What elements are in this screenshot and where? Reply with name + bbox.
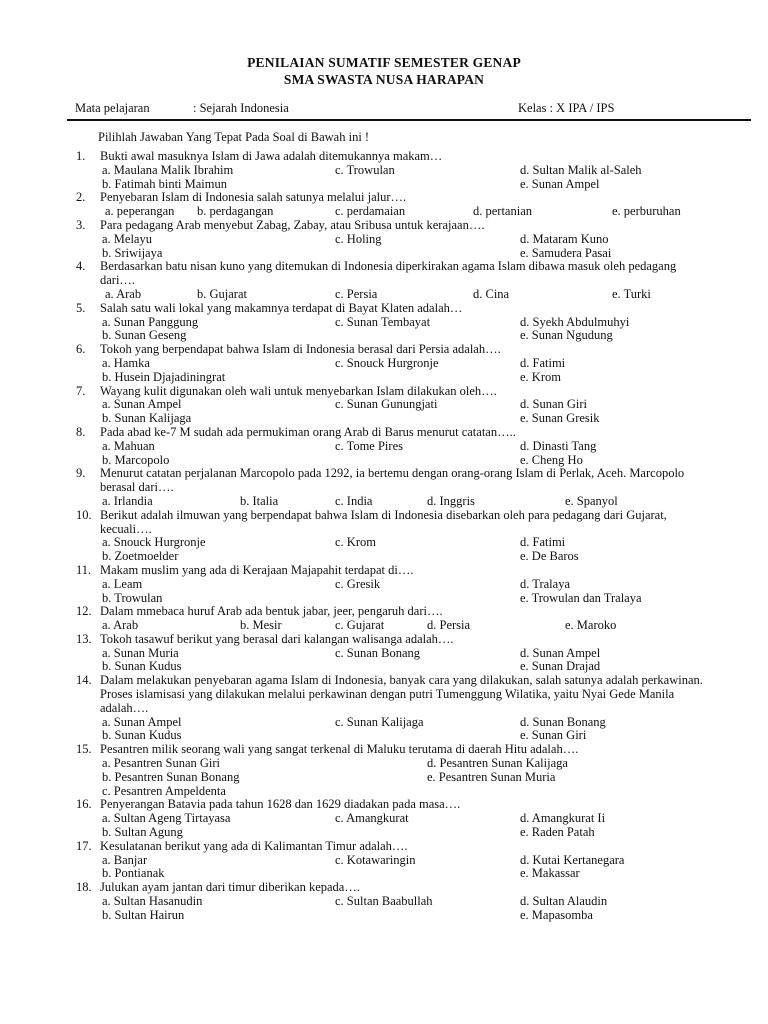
question-text <box>0 674 768 715</box>
answer-option: e. perburuhan <box>612 204 681 219</box>
answer-option: d. Sultan Malik al-Saleh <box>520 162 642 177</box>
option-row <box>0 247 768 261</box>
question-text <box>0 743 768 757</box>
answer-option: c. Kotawaringin <box>335 852 416 867</box>
answer-option: e. Raden Patah <box>520 825 595 840</box>
answer-option: b. Trowulan <box>102 590 163 605</box>
question-item <box>0 191 768 219</box>
answer-option: a. Hamka <box>102 355 150 370</box>
question-text <box>0 633 768 647</box>
answer-option: e. Trowulan dan Tralaya <box>520 590 642 605</box>
answer-option: d. Syekh Abdulmuhyi <box>520 314 630 329</box>
question-body: Tokoh yang berpendapat bahwa Islam di Indonesia berasal dari Persia adalah…. <box>100 342 501 357</box>
question-number: 11. <box>76 562 92 577</box>
question-item <box>0 605 768 633</box>
option-row <box>0 909 768 923</box>
question-text <box>0 798 768 812</box>
question-number: 8. <box>76 424 86 439</box>
answer-option: e. Makassar <box>520 866 580 881</box>
answer-option: a. Snouck Hurgronje <box>102 535 206 550</box>
question-text <box>0 385 768 399</box>
header-divider <box>67 119 751 121</box>
option-row <box>0 398 768 412</box>
answer-option: c. perdamaian <box>335 204 406 219</box>
question-body: Wayang kulit digunakan oleh wali untuk menyebarkan Islam dilakukan oleh…. <box>100 383 497 398</box>
question-text <box>0 302 768 316</box>
option-row <box>0 812 768 826</box>
option-row <box>0 412 768 426</box>
answer-option: c. Sunan Tembayat <box>335 314 431 329</box>
answer-option: d. Cina <box>473 286 510 301</box>
answer-option: d. Sunan Giri <box>520 397 588 412</box>
answer-option: e. Sunan Gresik <box>520 411 600 426</box>
answer-option: b. Gujarat <box>197 286 247 301</box>
question-body: Julukan ayam jantan dari timur diberikan kepada…. <box>100 880 360 895</box>
question-number: 10. <box>76 507 92 522</box>
question-text <box>0 840 768 854</box>
answer-option: d. Kutai Kertanegara <box>520 852 625 867</box>
question-item <box>0 426 768 467</box>
answer-option: c. Sultan Baabullah <box>335 894 433 909</box>
option-row <box>0 550 768 564</box>
option-row <box>0 757 768 771</box>
question-number: 9. <box>76 466 86 481</box>
option-row <box>0 316 768 330</box>
question-list <box>0 150 768 923</box>
answer-option: a. Sultan Ageng Tirtayasa <box>102 811 231 826</box>
answer-option: b. Sunan Geseng <box>102 328 187 343</box>
answer-option: e. Sunan Ampel <box>520 176 600 191</box>
question-number: 13. <box>76 631 92 646</box>
question-number: 3. <box>76 217 86 232</box>
question-number: 12. <box>76 604 92 619</box>
question-item <box>0 564 768 605</box>
question-body: Pesantren milik seorang wali yang sangat terkenal di Maluku terutama di daerah Hitu adalah…. <box>100 742 579 757</box>
answer-option: b. perdagangan <box>197 204 274 219</box>
answer-option: d. Fatimi <box>520 535 566 550</box>
option-row <box>0 205 768 219</box>
answer-option: b. Sultan Agung <box>102 825 183 840</box>
answer-option: e. Cheng Ho <box>520 452 583 467</box>
answer-option: c. Sunan Bonang <box>335 645 421 660</box>
option-row <box>0 578 768 592</box>
question-number: 17. <box>76 838 92 853</box>
option-row <box>0 495 768 509</box>
answer-option: a. Sunan Panggung <box>102 314 199 329</box>
option-row <box>0 854 768 868</box>
question-number: 18. <box>76 880 92 895</box>
class-info: Kelas : X IPA / IPS <box>518 101 615 115</box>
question-body: Makam muslim yang ada di Kerajaan Majapahit terdapat di…. <box>100 562 414 577</box>
answer-option: e. Turki <box>612 286 651 301</box>
option-row <box>0 233 768 247</box>
answer-option: a. Arab <box>105 286 142 301</box>
instruction-text: Pilihlah Jawaban Yang Tepat Pada Soal di Bawah ini ! <box>98 130 370 144</box>
question-item <box>0 743 768 798</box>
answer-option: c. Sunan Gunungjati <box>335 397 438 412</box>
question-number: 7. <box>76 383 86 398</box>
answer-option: b. Sunan Kalijaga <box>102 411 192 426</box>
question-body: Berikut adalah ilmuwan yang berpendapat bahwa Islam di Indonesia disebarkan oleh para pedagang dari Gujarat, kecuali…. <box>100 507 667 536</box>
question-number: 4. <box>76 259 86 274</box>
answer-option: c. Trowulan <box>335 162 395 177</box>
question-body: Tokoh tasawuf berikut yang berasal dari kalangan walisanga adalah…. <box>100 631 454 646</box>
answer-option: d. Pesantren Sunan Kalijaga <box>427 756 568 771</box>
answer-option: a. Arab <box>102 618 139 633</box>
option-row <box>0 178 768 192</box>
option-row <box>0 357 768 371</box>
question-body: Penyebaran Islam di Indonesia salah satunya melalui jalur…. <box>100 190 407 205</box>
question-text <box>0 219 768 233</box>
answer-option: e. Sunan Giri <box>520 728 587 743</box>
answer-option: e. Krom <box>520 369 561 384</box>
option-row <box>0 288 768 302</box>
school-name: SMA SWASTA NUSA HARAPAN <box>283 72 485 87</box>
question-body: Dalam mmebaca huruf Arab ada bentuk jabar, jeer, pengaruh dari…. <box>100 604 443 619</box>
subject-label: Mata pelajaran <box>75 101 150 115</box>
answer-option: b. Pesantren Sunan Bonang <box>102 769 240 784</box>
question-number: 14. <box>76 673 92 688</box>
answer-option: d. Sunan Ampel <box>520 645 601 660</box>
question-body: Penyerangan Batavia pada tahun 1628 dan 1629 diadakan pada masa…. <box>100 797 461 812</box>
option-row <box>0 867 768 881</box>
option-row <box>0 785 768 799</box>
answer-option: e. Mapasomba <box>520 907 593 922</box>
answer-option: d. Mataram Kuno <box>520 231 609 246</box>
answer-option: c. Amangkurat <box>335 811 409 826</box>
option-row <box>0 826 768 840</box>
answer-option: e. Samudera Pasai <box>520 245 612 260</box>
answer-option: e. Sunan Ngudung <box>520 328 613 343</box>
option-row <box>0 164 768 178</box>
question-item <box>0 881 768 922</box>
question-item <box>0 385 768 426</box>
question-text <box>0 260 768 288</box>
question-number: 2. <box>76 190 86 205</box>
answer-option: b. Sriwijaya <box>102 245 163 260</box>
answer-option: a. Sunan Ampel <box>102 714 182 729</box>
question-text <box>0 605 768 619</box>
question-body: Berdasarkan batu nisan kuno yang ditemukan di Indonesia diperkirakan agama Islam dibawa masuk oleh pedagang dari…. <box>100 259 677 288</box>
question-item <box>0 467 768 508</box>
question-text <box>0 564 768 578</box>
option-row <box>0 454 768 468</box>
answer-option: c. Sunan Kalijaga <box>335 714 424 729</box>
answer-option: c. Holing <box>335 231 382 246</box>
option-row <box>0 329 768 343</box>
question-text <box>0 426 768 440</box>
question-number: 16. <box>76 797 92 812</box>
option-row <box>0 619 768 633</box>
answer-option: d. Persia <box>427 618 471 633</box>
answer-option: d. Tralaya <box>520 576 570 591</box>
answer-option: b. Zoetmoelder <box>102 549 179 564</box>
answer-option: e. Sunan Drajad <box>520 659 601 674</box>
question-item <box>0 840 768 881</box>
question-body: Kesulatanan berikut yang ada di Kalimantan Timur adalah…. <box>100 838 408 853</box>
answer-option: d. Inggris <box>427 493 475 508</box>
answer-option: b. Pontianak <box>102 866 165 881</box>
question-number: 5. <box>76 300 86 315</box>
answer-option: b. Marcopolo <box>102 452 170 467</box>
option-row <box>0 660 768 674</box>
option-row <box>0 895 768 909</box>
question-item <box>0 302 768 343</box>
answer-option: d. Dinasti Tang <box>520 438 597 453</box>
answer-option: e. Maroko <box>565 618 617 633</box>
answer-option: e. Pesantren Sunan Muria <box>427 769 556 784</box>
answer-option: b. Italia <box>240 493 279 508</box>
option-row <box>0 729 768 743</box>
option-row <box>0 771 768 785</box>
exam-title: PENILAIAN SUMATIF SEMESTER GENAP <box>247 55 521 70</box>
answer-option: c. Gujarat <box>335 618 385 633</box>
question-text <box>0 509 768 537</box>
question-body: Bukti awal masuknya Islam di Jawa adalah ditemukannya makam… <box>100 149 443 163</box>
question-item <box>0 674 768 743</box>
answer-option: b. Sunan Kudus <box>102 659 182 674</box>
answer-option: a. Sultan Hasanudin <box>102 894 203 909</box>
answer-option: a. Sunan Ampel <box>102 397 182 412</box>
question-text <box>0 343 768 357</box>
answer-option: a. Pesantren Sunan Giri <box>102 756 221 771</box>
answer-option: a. peperangan <box>105 204 175 219</box>
answer-option: c. Gresik <box>335 576 381 591</box>
answer-option: d. Sunan Bonang <box>520 714 606 729</box>
answer-option: d. Amangkurat Ii <box>520 811 606 826</box>
question-text <box>0 467 768 495</box>
answer-option: a. Banjar <box>102 852 148 867</box>
answer-option: c. Tome Pires <box>335 438 403 453</box>
question-text <box>0 191 768 205</box>
answer-option: b. Mesir <box>240 618 282 633</box>
option-row <box>0 716 768 730</box>
subject-value: : Sejarah Indonesia <box>193 101 289 115</box>
question-item <box>0 343 768 384</box>
question-text <box>0 150 768 164</box>
answer-option: d. Sultan Alaudin <box>520 894 608 909</box>
answer-option: e. Spanyol <box>565 493 618 508</box>
answer-option: a. Irlandia <box>102 493 153 508</box>
question-body: Salah satu wali lokal yang makamnya terdapat di Bayat Klaten adalah… <box>100 300 463 315</box>
answer-option: b. Sultan Hairun <box>102 907 185 922</box>
question-number: 15. <box>76 742 92 757</box>
question-item <box>0 260 768 301</box>
answer-option: a. Leam <box>102 576 143 591</box>
answer-option: a. Maulana Malik Ibrahim <box>102 162 234 177</box>
question-item <box>0 219 768 260</box>
answer-option: c. India <box>335 493 373 508</box>
option-row <box>0 440 768 454</box>
question-item <box>0 150 768 191</box>
answer-option: d. pertanian <box>473 204 533 219</box>
answer-option: e. De Baros <box>520 549 579 564</box>
answer-option: b. Fatimah binti Maimun <box>102 176 227 191</box>
option-row <box>0 371 768 385</box>
answer-option: a. Sunan Muria <box>102 645 179 660</box>
answer-option: d. Fatimi <box>520 355 566 370</box>
question-item <box>0 509 768 564</box>
question-item <box>0 633 768 674</box>
question-text <box>0 881 768 895</box>
question-body: Menurut catatan perjalanan Marcopolo pada 1292, ia bertemu dengan orang-orang Islam di Perlak, Aceh. Marcopolo berasal dari…. <box>100 466 685 495</box>
answer-option: c. Pesantren Ampeldenta <box>102 783 226 798</box>
option-row <box>0 592 768 606</box>
question-body: Pada abad ke-7 M sudah ada permukiman orang Arab di Barus menurut catatan….. <box>100 424 516 439</box>
answer-option: a. Melayu <box>102 231 152 246</box>
option-row <box>0 647 768 661</box>
answer-option: a. Mahuan <box>102 438 155 453</box>
question-number: 6. <box>76 342 86 357</box>
answer-option: b. Husein Djajadiningrat <box>102 369 226 384</box>
answer-option: b. Sunan Kudus <box>102 728 182 743</box>
option-row <box>0 536 768 550</box>
question-body: Para pedagang Arab menyebut Zabag, Zabay, atau Sribusa untuk kerajaan…. <box>100 217 485 232</box>
question-item <box>0 798 768 839</box>
answer-option: c. Persia <box>335 286 378 301</box>
question-body: Dalam melakukan penyebaran agama Islam di Indonesia, banyak cara yang dilakukan, salah satunya adalah perkawinan. Proses islamisasi yang dilakukan melalui perkawinan dengan putri Tumenggung Wilatika, yaitu Nyai Gede Manila adalah…. <box>100 673 703 715</box>
question-number: 1. <box>76 149 86 163</box>
answer-option: c. Krom <box>335 535 376 550</box>
answer-option: c. Snouck Hurgronje <box>335 355 439 370</box>
